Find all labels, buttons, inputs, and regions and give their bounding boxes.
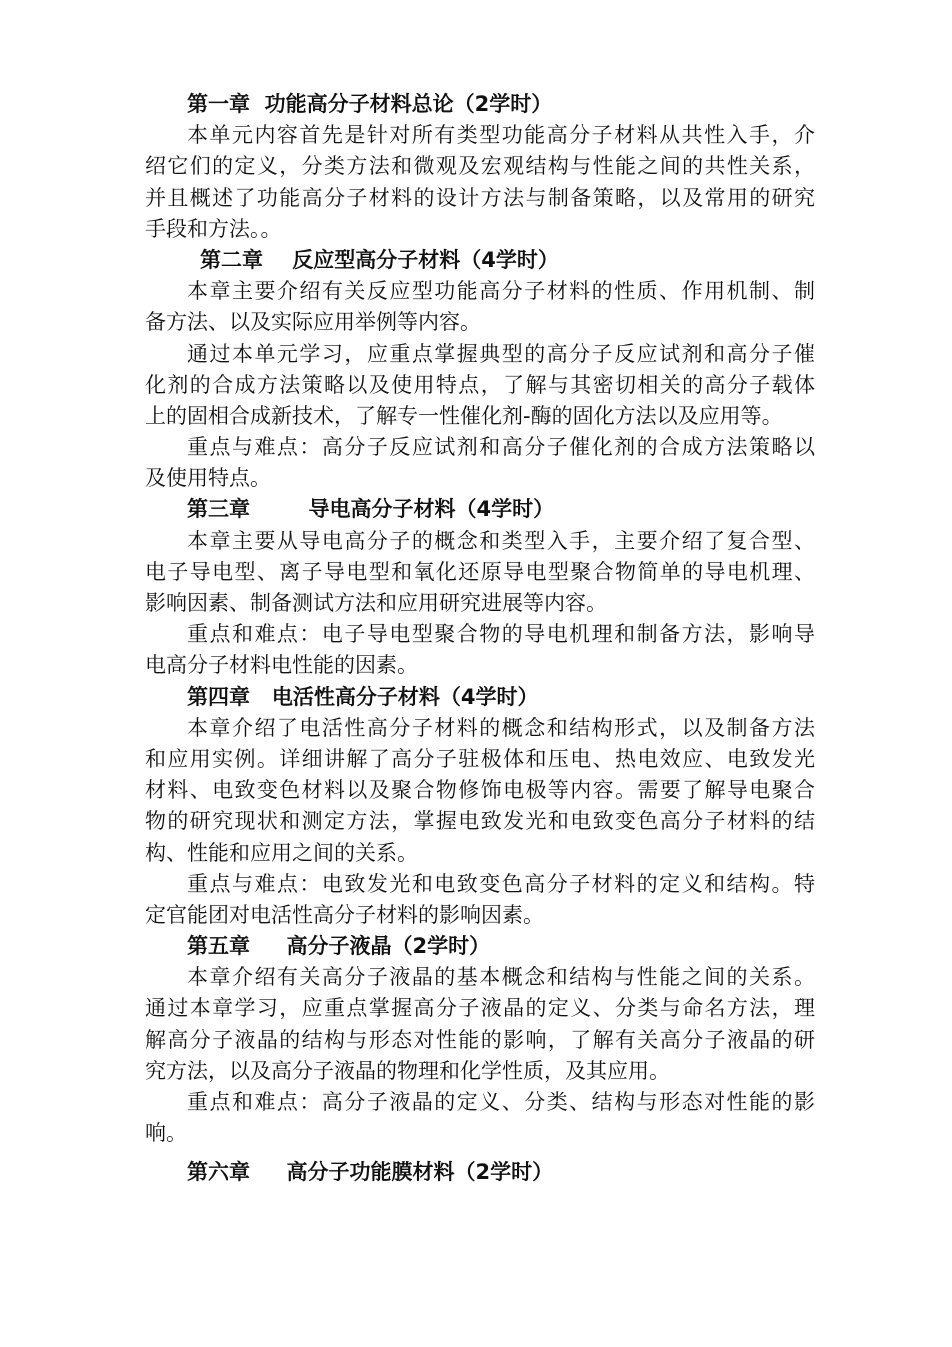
- paragraph: [145, 713, 815, 869]
- paragraph-line: 备方法、以及实际应用举例等内容。: [145, 310, 481, 335]
- paragraph-line: 究方法，以及高分子液晶的物理和化学性质，及其应用。: [145, 1058, 670, 1083]
- chapter-heading: 第一章 功能高分子材料总论（2学时）: [187, 92, 553, 116]
- paragraph-line: 响。: [145, 1121, 187, 1146]
- chapter-heading: 第二章 反应型高分子材料（4学时）: [200, 247, 559, 272]
- paragraph-line: 电高分子材料电性能的因素。: [145, 653, 418, 678]
- paragraph: [145, 432, 815, 494]
- paragraph-line: 和应用实例。详细讲解了高分子驻极体和压电、热电效应、电致发光: [145, 746, 815, 771]
- paragraph-line: 影响因素、制备测试方法和应用研究进展等内容。: [145, 591, 607, 615]
- paragraph: [145, 526, 815, 620]
- chapter-heading: 第三章 导电高分子材料（4学时）: [187, 497, 555, 522]
- paragraph: [145, 962, 815, 1087]
- paragraph: [145, 339, 815, 433]
- paragraph: [145, 276, 815, 338]
- paragraph-line: 构、性能和应用之间的关系。: [145, 840, 418, 865]
- paragraph: [145, 869, 815, 931]
- paragraph-line: 重点与难点：电致发光和电致变色高分子材料的定义和结构。特: [187, 871, 815, 896]
- paragraph-line: 重点和难点：高分子液晶的定义、分类、结构与形态对性能的影: [187, 1090, 815, 1114]
- paragraph-line: 重点和难点：电子导电型聚合物的导电机理和制备方法，影响导: [187, 622, 815, 647]
- paragraph-line: 本章主要从导电高分子的概念和类型入手，主要介绍了复合型、: [187, 528, 815, 553]
- paragraph-line: 材料、电致变色材料以及聚合物修饰电极等内容。需要了解导电聚合: [145, 778, 815, 803]
- paragraph-line: 物的研究现状和测定方法，掌握电致发光和电致变色高分子材料的结: [145, 809, 815, 834]
- chapter-heading: 第五章 高分子液晶（2学时）: [187, 934, 491, 959]
- paragraph-line: 及使用特点。: [145, 466, 271, 491]
- chapter-heading: 第六章 高分子功能膜材料（2学时）: [187, 1160, 554, 1185]
- paragraph-line: 化剂的合成方法策略以及使用特点，了解与其密切相关的高分子载体: [145, 372, 815, 397]
- paragraph-line: 重点与难点：高分子反应试剂和高分子催化剂的合成方法策略以: [187, 435, 815, 460]
- chapter-heading: 第四章 电活性高分子材料（4学时）: [187, 684, 539, 709]
- paragraph: [145, 120, 815, 245]
- paragraph-line: 绍它们的定义，分类方法和微观及宏观结构与性能之间的共性关系，: [145, 154, 815, 179]
- document-body: [145, 89, 815, 1189]
- paragraph-line: 本单元内容首先是针对所有类型功能高分子材料从共性入手，介: [187, 123, 815, 148]
- paragraph: [145, 1087, 815, 1149]
- paragraph-line: 通过本单元学习，应重点掌握典型的高分子反应试剂和高分子催: [187, 341, 815, 366]
- paragraph: [145, 619, 815, 681]
- paragraph-line: 上的固相合成新技术，了解专一性催化剂-酶的固化方法以及应用等。: [145, 403, 783, 428]
- paragraph-line: 并且概述了功能高分子材料的设计方法与制备策略，以及常用的研究: [145, 185, 815, 210]
- paragraph-line: 手段和方法。。: [145, 216, 282, 241]
- paragraph-line: 电子导电型、离子导电型和氧化还原导电型聚合物简单的导电机理、: [145, 559, 815, 584]
- paragraph-line: 本章介绍有关高分子液晶的基本概念和结构与性能之间的关系。: [187, 965, 815, 990]
- paragraph-line: 通过本章学习，应重点掌握高分子液晶的定义、分类与命名方法，理: [145, 996, 815, 1021]
- paragraph-line: 本章介绍了电活性高分子材料的概念和结构形式，以及制备方法: [187, 715, 815, 740]
- paragraph-line: 定官能团对电活性高分子材料的影响因素。: [145, 902, 544, 927]
- paragraph-line: 解高分子液晶的结构与形态对性能的影响，了解有关高分子液晶的研: [145, 1027, 815, 1052]
- paragraph-line: 本章主要介绍有关反应型功能高分子材料的性质、作用机制、制: [187, 279, 815, 304]
